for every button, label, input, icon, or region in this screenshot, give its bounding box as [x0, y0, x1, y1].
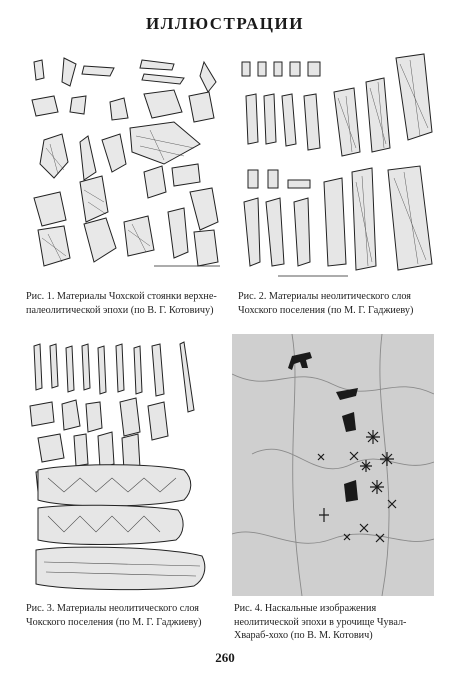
- figure-1-caption: Рис. 1. Материалы Чохской стоянки верхне-палеолитической эпохи (по В. Г. Котовичу): [26, 291, 217, 316]
- figure-4-caption: Рис. 4. Наскальные изображения неолитической эпохи в урочище Чувал-Хвараб-хохо (по В. М. Котович): [234, 603, 407, 641]
- page-number: 260: [215, 650, 235, 665]
- page-heading: ИЛЛЮСТРАЦИИ: [146, 14, 304, 33]
- figure-4-illustration: [232, 334, 434, 596]
- figure-2-illustration: [238, 52, 434, 280]
- figure-3-caption: Рис. 3. Материалы неолитического слоя Чокского поселения (по М. Г. Гаджиеву): [26, 603, 202, 628]
- figure-1-illustration: [24, 52, 224, 280]
- figure-2-caption: Рис. 2. Материалы неолитического слоя Чохского поселения (по М. Г. Гаджиеву): [238, 291, 414, 316]
- figure-3-illustration: [24, 340, 220, 596]
